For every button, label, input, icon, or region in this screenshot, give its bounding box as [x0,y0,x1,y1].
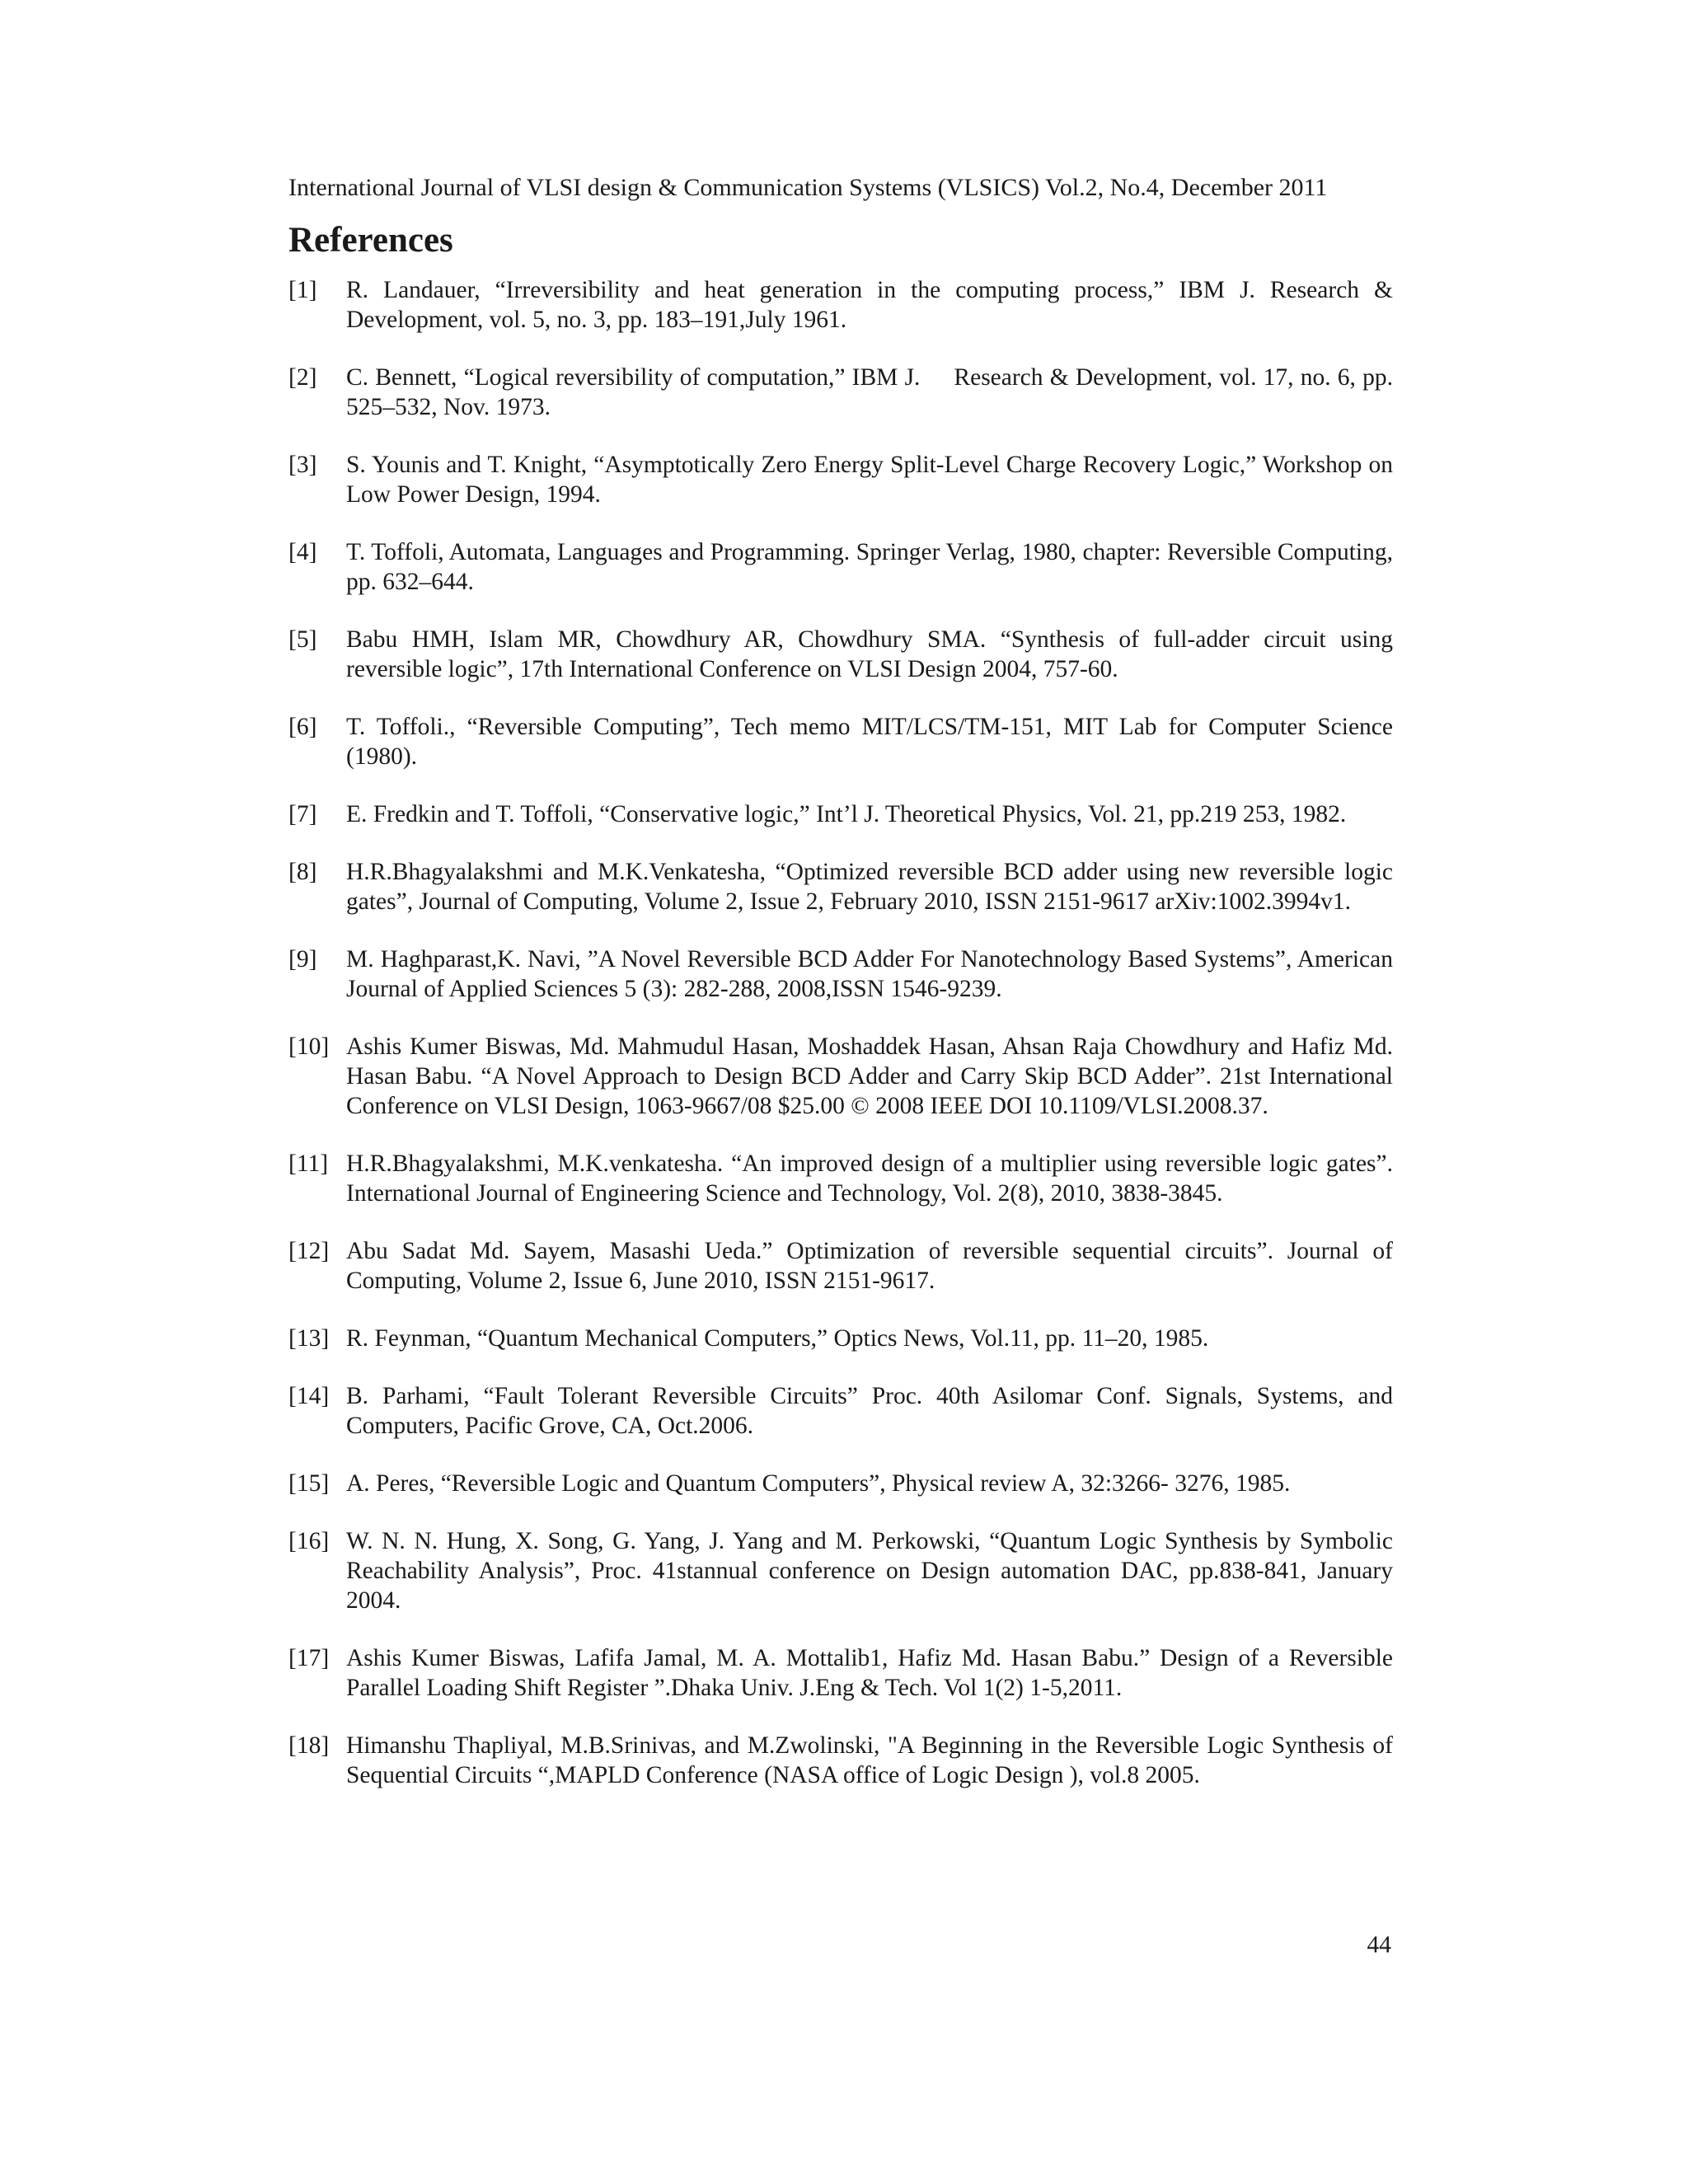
reference-number: [15] [288,1470,330,1497]
reference-item [288,450,1393,509]
reference-number: [3] [288,452,317,478]
reference-number: [14] [288,1383,330,1409]
reference-number: [11] [288,1151,329,1177]
reference-number: [6] [288,714,317,740]
reference-item [288,1469,1393,1498]
reference-number: [18] [288,1732,330,1759]
reference-text: R. Feynman, “Quantum Mechanical Computers,” Optics News, Vol.11, pp. 11–20, 1985. [346,1325,1209,1352]
reference-number: [7] [288,801,317,827]
reference-item [288,712,1393,771]
reference-text: S. Younis and T. Knight, “Asymptotically Zero Energy Split-Level Charge Recovery Logic,” Workshop on Low Power Design, 1994. [346,452,1393,508]
reference-number: [13] [288,1325,330,1352]
reference-item [288,537,1393,597]
reference-text: Ashis Kumer Biswas, Lafifa Jamal, M. A. Mottalib1, Hafiz Md. Hasan Babu.” Design of a Reversible Parallel Loading Shift Register ”.Dhaka Univ. J.Eng & Tech. Vol 1(2) 1-5,2011. [346,1645,1393,1701]
reference-text: H.R.Bhagyalakshmi, M.K.venkatesha. “An improved design of a multiplier using reversible logic gates”. International Journal of Engineering Science and Technology, Vol. 2(8), 2010, 3838-3845. [346,1151,1393,1207]
reference-item [288,944,1393,1004]
reference-text: A. Peres, “Reversible Logic and Quantum Computers”, Physical review A, 32:3266- 3276, 1985. [346,1470,1291,1497]
reference-number: [9] [288,946,317,972]
reference-list [288,275,1400,1818]
reference-item [288,1526,1393,1615]
reference-item [288,625,1393,684]
references-heading: References [288,221,453,260]
reference-number: [17] [288,1645,330,1671]
reference-text: Himanshu Thapliyal, M.B.Srinivas, and M.Zwolinski, "A Beginning in the Reversible Logic Synthesis of Sequential Circuits “,MAPLD Conference (NASA office of Logic Design ), vol.8 2005. [346,1732,1393,1788]
reference-text: R. Landauer, “Irreversibility and heat generation in the computing process,” IBM J. Research & Development, vol. 5, no. 3, pp. 183–191,July 1961. [346,277,1393,333]
reference-text: M. Haghparast,K. Navi, ”A Novel Reversible BCD Adder For Nanotechnology Based Systems”, American Journal of Applied Sciences 5 (3): 282-288, 2008,ISSN 1546-9239. [346,946,1393,1002]
reference-item [288,857,1393,916]
reference-text: T. Toffoli., “Reversible Computing”, Tech memo MIT/LCS/TM-151, MIT Lab for Computer Science (1980). [346,714,1393,770]
reference-text: B. Parhami, “Fault Tolerant Reversible Circuits” Proc. 40th Asilomar Conf. Signals, Systems, and Computers, Pacific Grove, CA, Oct.2006. [346,1383,1393,1439]
reference-item [288,1032,1393,1121]
reference-item [288,275,1393,335]
reference-text: T. Toffoli, Automata, Languages and Programming. Springer Verlag, 1980, chapter: Reversible Computing, pp. 632–644. [346,539,1393,595]
reference-number: [16] [288,1528,330,1554]
reference-item [288,1381,1393,1441]
reference-text: H.R.Bhagyalakshmi and M.K.Venkatesha, “Optimized reversible BCD adder using new reversible logic gates”, Journal of Computing, Volume 2, Issue 2, February 2010, ISSN 2151-9617 arXiv:1002.3994v1. [346,859,1393,915]
page-number: 44 [1367,1932,1391,1958]
reference-text: E. Fredkin and T. Toffoli, “Conservative logic,” Int’l J. Theoretical Physics, Vol. 21, pp.219 253, 1982. [346,801,1347,827]
reference-item [288,1149,1393,1208]
reference-number: [8] [288,859,317,885]
reference-number: [10] [288,1033,330,1060]
reference-text: Babu HMH, Islam MR, Chowdhury AR, Chowdhury SMA. “Synthesis of full-adder circuit using reversible logic”, 17th International Conference on VLSI Design 2004, 757-60. [346,626,1393,682]
reference-item [288,1643,1393,1703]
reference-item [288,363,1400,422]
reference-text: C. Bennett, “Logical reversibility of computation,” IBM J. Research & Development, vol. 17, no. 6, pp. 525–532, Nov. 1973. [346,364,1400,420]
reference-text: Abu Sadat Md. Sayem, Masashi Ueda.” Optimization of reversible sequential circuits”. Journal of Computing, Volume 2, Issue 6, June 2010, ISSN 2151-9617. [346,1238,1393,1294]
reference-number: [12] [288,1238,330,1264]
reference-item [288,1731,1393,1790]
reference-item [288,799,1393,829]
reference-number: [2] [288,364,317,391]
reference-item [288,1324,1393,1353]
reference-number: [5] [288,626,317,653]
reference-text: Ashis Kumer Biswas, Md. Mahmudul Hasan, Moshaddek Hasan, Ahsan Raja Chowdhury and Hafiz Md. Hasan Babu. “A Novel Approach to Design BCD Adder and Carry Skip BCD Adder”. 21st International Conference on VLSI Design, 1063-9667/08 $25.00 © 2008 IEEE DOI 10.1109/VLSI.2008.37. [346,1033,1393,1119]
reference-number: [4] [288,539,317,565]
reference-number: [1] [288,277,317,303]
reference-item [288,1236,1393,1296]
reference-text: W. N. N. Hung, X. Song, G. Yang, J. Yang and M. Perkowski, “Quantum Logic Synthesis by Symbolic Reachability Analysis”, Proc. 41stannual conference on Design automation DAC, pp.838-841, January 2004. [346,1528,1393,1614]
journal-header: International Journal of VLSI design & Communication Systems (VLSICS) Vol.2, No.4, December 2011 [288,174,1328,201]
